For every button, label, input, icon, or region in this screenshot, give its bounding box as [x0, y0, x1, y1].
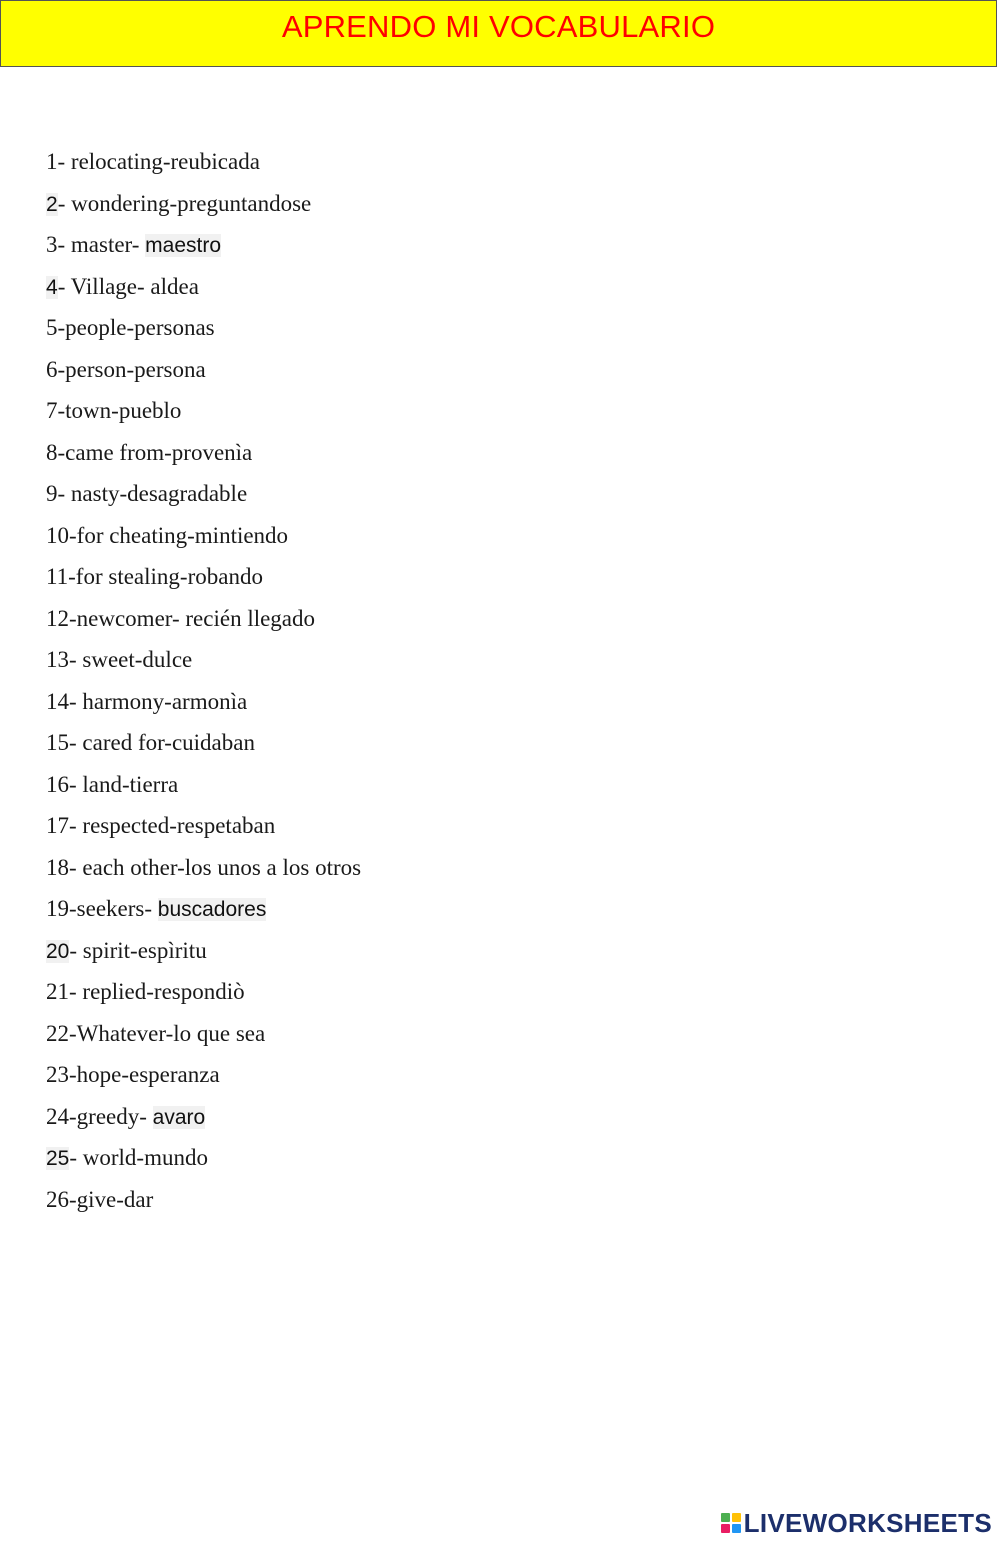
list-item: 1- relocating-reubicada: [46, 149, 260, 174]
list-item: 24-greedy- avaro: [46, 1103, 206, 1129]
list-item: 5-people-personas: [46, 315, 215, 340]
list-item: 26-give-dar: [46, 1186, 154, 1212]
list-item: 2- wondering-preguntandose: [46, 190, 312, 216]
list-item: 19-seekers- buscadores: [46, 896, 267, 921]
vocabulary-list: [46, 141, 361, 1220]
list-item: 20- spirit-espìritu: [46, 937, 207, 963]
list-item: 12-newcomer- recién llegado: [46, 605, 316, 631]
list-item: 8-came from-provenìa: [46, 439, 253, 465]
list-item: 6-person-persona: [46, 356, 206, 382]
list-item: 25- world-mundo: [46, 1145, 208, 1170]
list-item: 15- cared for-cuidaban: [46, 730, 255, 755]
list-item: 14- harmony-armonìa: [46, 688, 248, 714]
list-item: 11-for stealing-robando: [46, 564, 263, 589]
list-item: 17- respected-respetaban: [46, 813, 276, 838]
list-item: 13- sweet-dulce: [46, 647, 193, 672]
title-banner: [0, 0, 997, 67]
list-item: 9- nasty-desagradable: [46, 481, 248, 506]
list-item: 4- Village- aldea: [46, 273, 199, 299]
list-item: 10-for cheating-mintiendo: [46, 522, 289, 548]
list-item: 22-Whatever-lo que sea: [46, 1020, 266, 1046]
liveworksheets-logo: [721, 1507, 992, 1539]
page-title: APRENDO MI VOCABULARIO: [281, 9, 716, 44]
liveworksheets-logo-icon: [721, 1513, 741, 1533]
list-item: 7-town-pueblo: [46, 398, 182, 423]
list-item: 18- each other-los unos a los otros: [46, 854, 362, 880]
list-item: 3- master- maestro: [46, 232, 222, 257]
list-item: 16- land-tierra: [46, 771, 179, 797]
list-item: 23-hope-esperanza: [46, 1062, 220, 1087]
brand-name: LIVEWORKSHEETS: [743, 1507, 992, 1538]
list-item: 21- replied-respondiò: [46, 979, 245, 1004]
